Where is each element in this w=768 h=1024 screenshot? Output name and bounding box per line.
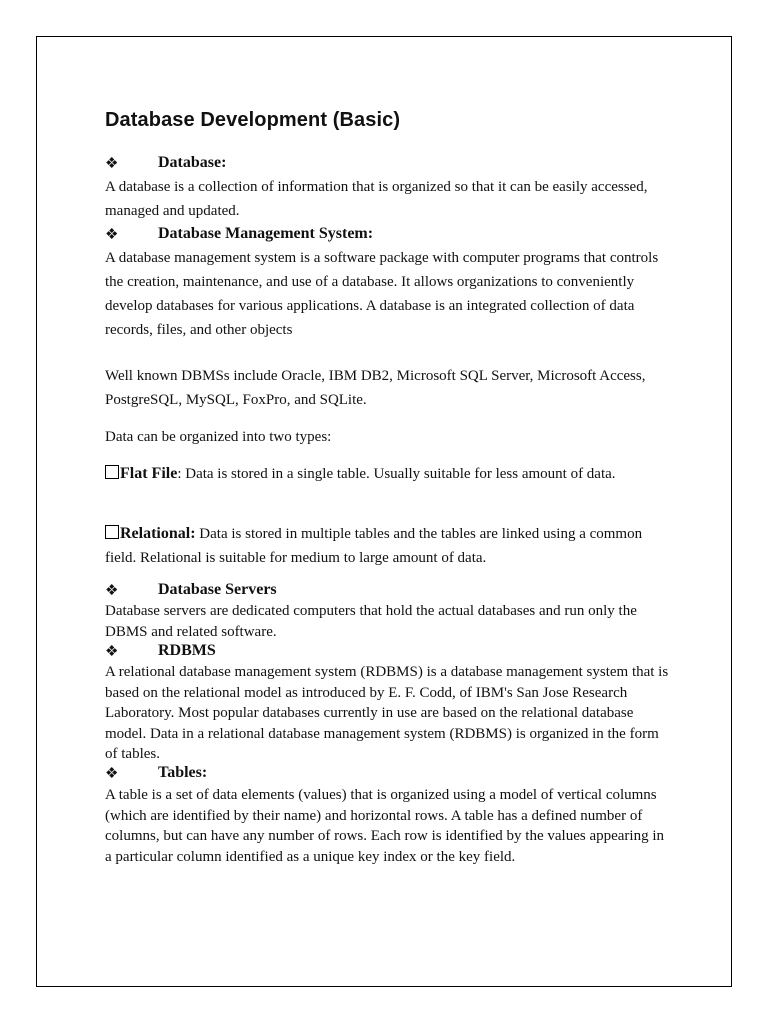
page-title: Database Development (Basic) (105, 109, 401, 131)
checkbox-icon (105, 465, 119, 479)
paragraph-relational (105, 522, 670, 570)
checkbox-icon (105, 525, 119, 539)
flat-file-label: Flat File (120, 465, 178, 482)
relational-label: Relational: (120, 525, 196, 542)
paragraph-flat-file (105, 462, 670, 486)
paragraph-database: A database is a collection of information that is organized so that it can be easily accessed, managed and updated. (105, 179, 648, 219)
diamond-bullet-icon: ❖ (105, 227, 119, 243)
paragraph-tables: A table is a set of data elements (values) that is organized using a model of vertical columns (which are identified by their name) and horizontal rows. A table has a defined number of columns, but can have any number of rows. Each row is identified by the values appearing in a particular column identified as a unique key index or the key field. (105, 787, 665, 865)
heading-database-servers-text: Database Servers (158, 581, 277, 598)
heading-database-text: Database: (158, 154, 227, 171)
paragraph-types-intro: Data can be organized into two types: (105, 429, 332, 445)
paragraph-dbms: A database management system is a software package with computer programs that controls the creation, maintenance, and use of a database. It allows organizations to conveniently develop databases for various applications. A database is an integrated collection of data records, files, and other objects (105, 250, 659, 338)
diamond-bullet-icon: ❖ (105, 644, 119, 660)
diamond-bullet-icon: ❖ (105, 583, 119, 599)
diamond-bullet-icon: ❖ (105, 156, 119, 172)
paragraph-database-servers: Database servers are dedicated computers that hold the actual databases and run only the DBMS and related software. (105, 603, 637, 640)
heading-rdbms-text: RDBMS (158, 642, 216, 659)
diamond-bullet-icon: ❖ (105, 766, 119, 782)
heading-tables-text: Tables: (158, 764, 208, 781)
paragraph-rdbms: A relational database management system (RDBMS) is a database management system that is based on the relational model as introduced by E. F. Codd, of IBM's San Jose Research Laboratory. Most popular databases currently in use are based on the relational database model. Data in a relational database management system (RDBMS) is organized in the form of tables. (105, 664, 669, 762)
relational-text: Data is stored in multiple tables and the tables are linked using a common field. Relational is suitable for medium to large amount of data. (105, 526, 643, 566)
paragraph-dbms-examples: Well known DBMSs include Oracle, IBM DB2, Microsoft SQL Server, Microsoft Access, PostgreSQL, MySQL, FoxPro, and SQLite. (105, 368, 646, 408)
flat-file-text: : Data is stored in a single table. Usually suitable for less amount of data. (177, 466, 616, 482)
heading-dbms-text: Database Management System: (158, 225, 374, 242)
